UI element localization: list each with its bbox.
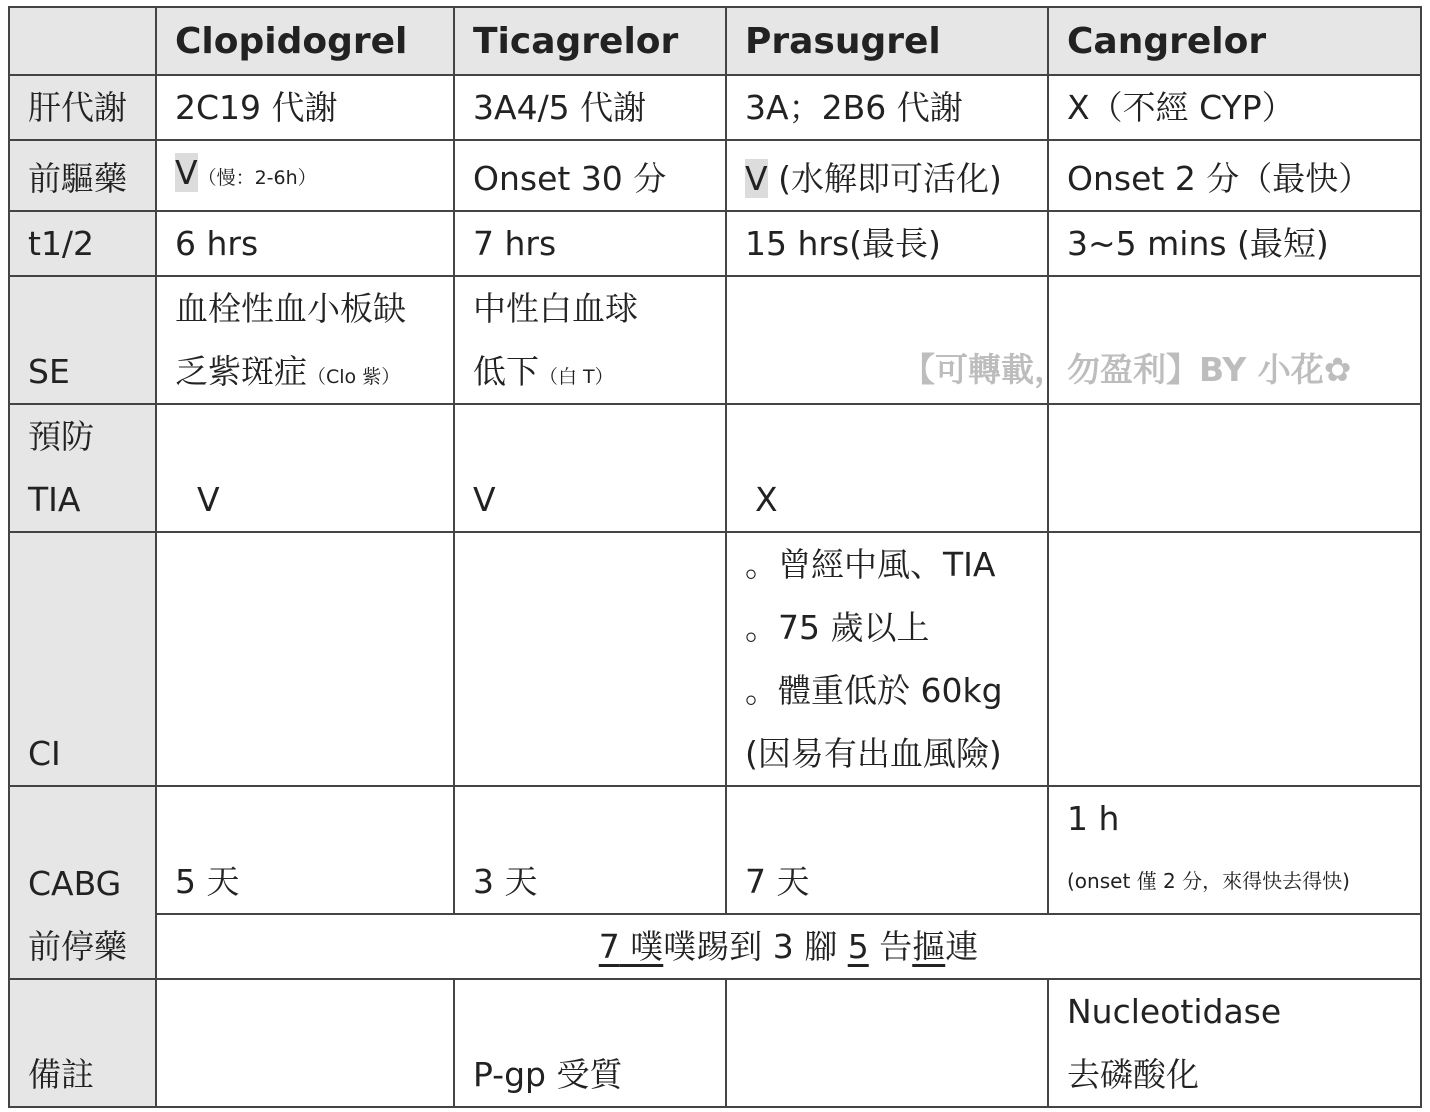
- ci-item: (因易有出血風險): [745, 734, 1002, 773]
- mnemonic-part: 摳: [912, 927, 946, 966]
- cell-remarks-clopidogrel: [156, 979, 454, 1107]
- tia-label-line1: 預防: [28, 417, 94, 456]
- cell-remarks-prasugrel: [726, 979, 1048, 1107]
- cell-metab-prasugrel: 3A；2B6 代謝: [726, 75, 1048, 140]
- row-label-ci: CI: [9, 532, 156, 786]
- ci-item: 。75 歲以上: [745, 608, 930, 647]
- cabg-cangrelor-time: 1 h: [1067, 799, 1120, 838]
- row-half-life: [9, 211, 1421, 276]
- cell-tia-clopidogrel: V: [156, 404, 454, 532]
- cell-tia-ticagrelor: V: [454, 404, 726, 532]
- prodrug-mark: V: [745, 159, 768, 198]
- row-label-remarks: 備註: [9, 979, 156, 1107]
- row-label-prodrug: 前驅藥: [9, 140, 156, 211]
- tia-label-line2: TIA: [28, 480, 81, 519]
- row-tia-prevention: [9, 404, 1421, 532]
- cell-prodrug-prasugrel: [726, 140, 1048, 211]
- watermark: 【可轉載，勿盈利】BY 小花✿: [902, 350, 1352, 389]
- remarks-line: 去磷酸化: [1067, 1055, 1199, 1094]
- cell-cabg-prasugrel: 7 天: [726, 786, 1048, 914]
- se-text: 低下: [473, 352, 539, 391]
- cell-remarks-cangrelor: [1048, 979, 1421, 1107]
- row-label-se: SE: [9, 276, 156, 404]
- cell-cabg-clopidogrel: 5 天: [156, 786, 454, 914]
- mnemonic-part: 告: [868, 927, 913, 966]
- cell-metab-ticagrelor: 3A4/5 代謝: [454, 75, 726, 140]
- row-contraindications: [9, 532, 1421, 786]
- se-line: 中性白血球: [473, 289, 638, 328]
- se-text: 乏紫斑症: [175, 352, 307, 391]
- cell-remarks-ticagrelor: P-gp 受質: [454, 979, 726, 1107]
- header-prasugrel: Prasugrel: [726, 7, 1048, 75]
- ci-item: 。曾經中風、TIA: [745, 545, 996, 584]
- header-cangrelor: Cangrelor: [1048, 7, 1421, 75]
- cell-cabg-ticagrelor: 3 天: [454, 786, 726, 914]
- se-note: （Clo 紫）: [307, 366, 401, 388]
- se-line: [473, 340, 707, 403]
- cabg-label-line1: CABG: [28, 864, 122, 903]
- comparison-table: [8, 6, 1422, 1108]
- cell-half-ticagrelor: 7 hrs: [454, 211, 726, 276]
- prodrug-note: （慢：2-6h）: [197, 167, 317, 189]
- cell-half-prasugrel: 15 hrs(最長): [726, 211, 1048, 276]
- mnemonic-cell: [156, 914, 1421, 979]
- se-line: [175, 340, 435, 403]
- cell-se-ticagrelor: [454, 276, 726, 404]
- cell-half-clopidogrel: 6 hrs: [156, 211, 454, 276]
- row-remarks: [9, 979, 1421, 1107]
- header-clopidogrel: Clopidogrel: [156, 7, 454, 75]
- prodrug-mark: V: [175, 153, 198, 192]
- cell-ci-cangrelor: [1048, 532, 1421, 786]
- cabg-label-line2: 前停藥: [28, 927, 127, 966]
- se-line: 血栓性血小板缺: [175, 289, 406, 328]
- row-label-cabg: [9, 786, 156, 979]
- cell-prodrug-cangrelor: Onset 2 分（最快）: [1048, 140, 1421, 211]
- prodrug-note: (水解即可活化): [767, 159, 1002, 198]
- cell-ci-prasugrel: [726, 532, 1048, 786]
- row-liver-metabolism: [9, 75, 1421, 140]
- header-corner: [9, 7, 156, 75]
- mnemonic-part: 噗: [619, 927, 664, 966]
- cell-metab-cangrelor: X（不經 CYP）: [1048, 75, 1421, 140]
- row-cabg: [9, 786, 1421, 914]
- mnemonic-part: 連: [945, 927, 979, 966]
- row-mnemonic: [9, 914, 1421, 979]
- cell-ci-clopidogrel: [156, 532, 454, 786]
- cell-tia-cangrelor: [1048, 404, 1421, 532]
- cell-cabg-cangrelor: [1048, 786, 1421, 914]
- cell-tia-prasugrel: X: [726, 404, 1048, 532]
- ci-item: 。體重低於 60kg: [745, 671, 1003, 710]
- mnemonic-part: 5: [847, 927, 869, 966]
- header-ticagrelor: Ticagrelor: [454, 7, 726, 75]
- cell-se-clopidogrel: [156, 276, 454, 404]
- row-label-half-life: t1/2: [9, 211, 156, 276]
- header-row: [9, 7, 1421, 75]
- cell-metab-clopidogrel: 2C19 代謝: [156, 75, 454, 140]
- cell-prodrug-ticagrelor: Onset 30 分: [454, 140, 726, 211]
- row-label-metab: 肝代謝: [9, 75, 156, 140]
- cell-half-cangrelor: 3~5 mins (最短): [1048, 211, 1421, 276]
- row-prodrug: [9, 140, 1421, 211]
- cell-prodrug-clopidogrel: [156, 140, 454, 211]
- row-label-tia: [9, 404, 156, 532]
- cabg-cangrelor-note: (onset 僅 2 分，來得快去得快): [1067, 869, 1350, 893]
- mnemonic-part: 7: [598, 927, 620, 966]
- remarks-line: Nucleotidase: [1067, 992, 1282, 1031]
- mnemonic-part: 噗踢到 3 腳: [663, 927, 848, 966]
- cell-ci-ticagrelor: [454, 532, 726, 786]
- se-note: （白 T）: [539, 366, 614, 388]
